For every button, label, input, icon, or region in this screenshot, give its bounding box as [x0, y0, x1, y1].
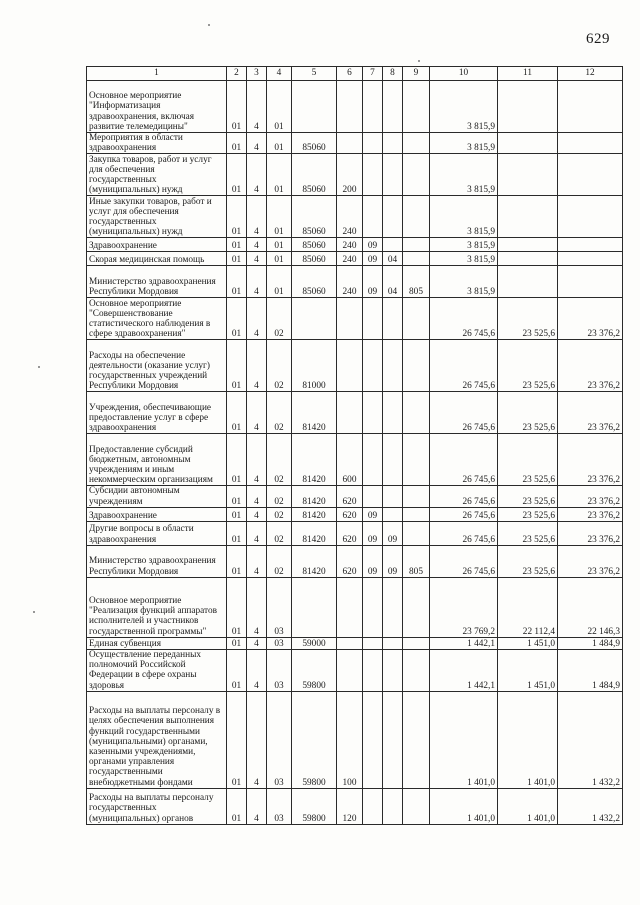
code-cell-3: 4: [247, 649, 267, 691]
row-name-cell: Закупка товаров, работ и услуг для обеспечения государственных (муниципальных) нужд: [87, 154, 227, 196]
row-name-cell: Мероприятия в области здравоохранения: [87, 133, 227, 154]
table-row: [87, 81, 623, 133]
page-number: 629: [586, 31, 610, 47]
code-cell-7: [363, 154, 383, 196]
code-cell-4: 02: [267, 486, 292, 507]
code-cell-2: 01: [227, 154, 247, 196]
column-header-11: 11: [498, 67, 558, 81]
row-name-cell: Здравоохранение: [87, 238, 227, 252]
amount-cell-11: 23 525,6: [498, 298, 558, 340]
code-cell-2: 01: [227, 298, 247, 340]
amount-cell-12: 22 146,3: [558, 577, 623, 637]
code-cell-3: 4: [247, 154, 267, 196]
code-cell-9: [403, 521, 430, 545]
table-row: [87, 252, 623, 266]
amount-cell-10: 26 745,6: [430, 434, 498, 486]
amount-cell-11: [498, 154, 558, 196]
code-cell-6: 620: [337, 545, 363, 577]
code-cell-3: 4: [247, 392, 267, 434]
code-cell-9: [403, 434, 430, 486]
amount-cell-12: [558, 81, 623, 133]
code-cell-7: [363, 486, 383, 507]
code-cell-8: 04: [383, 252, 403, 266]
code-cell-4: 02: [267, 521, 292, 545]
amount-cell-11: 23 525,6: [498, 545, 558, 577]
code-cell-6: 600: [337, 434, 363, 486]
code-cell-5: 59800: [292, 788, 337, 824]
amount-cell-12: 1 484,9: [558, 649, 623, 691]
amount-cell-12: [558, 196, 623, 238]
code-cell-8: [383, 196, 403, 238]
amount-cell-11: 22 112,4: [498, 577, 558, 637]
row-name-cell: Субсидии автономным учреждениям: [87, 486, 227, 507]
code-cell-7: [363, 788, 383, 824]
row-name-cell: Расходы на обеспечение деятельности (оказание услуг) государственных учреждений Республики Мордовия: [87, 340, 227, 392]
code-cell-7: [363, 298, 383, 340]
code-cell-4: 01: [267, 81, 292, 133]
code-cell-8: [383, 298, 403, 340]
code-cell-4: 03: [267, 649, 292, 691]
code-cell-7: [363, 392, 383, 434]
code-cell-7: [363, 691, 383, 788]
amount-cell-11: 23 525,6: [498, 434, 558, 486]
code-cell-7: [363, 340, 383, 392]
scan-speck: [33, 611, 35, 613]
amount-cell-10: 1 401,0: [430, 788, 498, 824]
code-cell-4: 01: [267, 154, 292, 196]
code-cell-7: [363, 577, 383, 637]
amount-cell-11: 23 525,6: [498, 392, 558, 434]
column-header-8: 8: [383, 67, 403, 81]
code-cell-6: 620: [337, 521, 363, 545]
amount-cell-10: 23 769,2: [430, 577, 498, 637]
code-cell-9: [403, 252, 430, 266]
amount-cell-12: 1 432,2: [558, 788, 623, 824]
code-cell-2: 01: [227, 266, 247, 298]
code-cell-4: 01: [267, 238, 292, 252]
code-cell-6: 240: [337, 196, 363, 238]
amount-cell-10: 3 815,9: [430, 266, 498, 298]
table-header-row: [87, 67, 623, 81]
amount-cell-10: 1 442,1: [430, 649, 498, 691]
code-cell-2: 01: [227, 81, 247, 133]
code-cell-5: 81420: [292, 486, 337, 507]
amount-cell-11: 1 401,0: [498, 691, 558, 788]
code-cell-3: 4: [247, 507, 267, 521]
column-header-10: 10: [430, 67, 498, 81]
code-cell-9: [403, 577, 430, 637]
code-cell-2: 01: [227, 486, 247, 507]
amount-cell-12: 23 376,2: [558, 507, 623, 521]
code-cell-5: 85060: [292, 238, 337, 252]
code-cell-5: 85060: [292, 196, 337, 238]
code-cell-4: 03: [267, 788, 292, 824]
row-name-cell: Министерство здравоохранения Республики Мордовия: [87, 266, 227, 298]
code-cell-2: 01: [227, 545, 247, 577]
amount-cell-12: 23 376,2: [558, 486, 623, 507]
amount-cell-11: 23 525,6: [498, 521, 558, 545]
table-row: [87, 577, 623, 637]
row-name-cell: Здравоохранение: [87, 507, 227, 521]
code-cell-7: 09: [363, 266, 383, 298]
code-cell-2: 01: [227, 637, 247, 649]
table-row: [87, 266, 623, 298]
amount-cell-10: 1 401,0: [430, 691, 498, 788]
code-cell-4: 02: [267, 545, 292, 577]
code-cell-5: 81420: [292, 545, 337, 577]
code-cell-8: [383, 577, 403, 637]
code-cell-4: 02: [267, 392, 292, 434]
code-cell-5: 59800: [292, 649, 337, 691]
code-cell-5: 81000: [292, 340, 337, 392]
table-row: [87, 392, 623, 434]
code-cell-8: [383, 637, 403, 649]
code-cell-9: 805: [403, 266, 430, 298]
code-cell-6: 120: [337, 788, 363, 824]
amount-cell-12: [558, 238, 623, 252]
column-header-3: 3: [247, 67, 267, 81]
code-cell-4: 02: [267, 507, 292, 521]
code-cell-8: [383, 788, 403, 824]
amount-cell-11: [498, 196, 558, 238]
code-cell-7: 09: [363, 521, 383, 545]
amount-cell-10: 3 815,9: [430, 238, 498, 252]
amount-cell-12: 23 376,2: [558, 521, 623, 545]
scan-speck: [208, 24, 210, 26]
amount-cell-11: 23 525,6: [498, 340, 558, 392]
code-cell-6: 200: [337, 154, 363, 196]
code-cell-2: 01: [227, 507, 247, 521]
code-cell-5: 85060: [292, 266, 337, 298]
code-cell-3: 4: [247, 81, 267, 133]
amount-cell-12: [558, 154, 623, 196]
code-cell-9: [403, 788, 430, 824]
amount-cell-12: 23 376,2: [558, 298, 623, 340]
code-cell-3: 4: [247, 196, 267, 238]
code-cell-3: 4: [247, 238, 267, 252]
amount-cell-12: 23 376,2: [558, 340, 623, 392]
code-cell-2: 01: [227, 691, 247, 788]
code-cell-3: 4: [247, 577, 267, 637]
code-cell-6: [337, 81, 363, 133]
code-cell-6: [337, 298, 363, 340]
code-cell-3: 4: [247, 788, 267, 824]
code-cell-4: 03: [267, 637, 292, 649]
code-cell-8: [383, 434, 403, 486]
table-row: [87, 340, 623, 392]
amount-cell-12: 1 432,2: [558, 691, 623, 788]
row-name-cell: Иные закупки товаров, работ и услуг для обеспечения государственных (муниципальных) нужд: [87, 196, 227, 238]
code-cell-2: 01: [227, 434, 247, 486]
table-row: [87, 154, 623, 196]
row-name-cell: Учреждения, обеспечивающие предоставление услуг в сфере здравоохранения: [87, 392, 227, 434]
code-cell-4: 01: [267, 133, 292, 154]
code-cell-5: 81420: [292, 521, 337, 545]
code-cell-9: [403, 133, 430, 154]
row-name-cell: Скорая медицинская помощь: [87, 252, 227, 266]
row-name-cell: Основное мероприятие "Реализация функций аппаратов исполнителей и участников государственной программы": [87, 577, 227, 637]
code-cell-6: 620: [337, 486, 363, 507]
amount-cell-10: 26 745,6: [430, 392, 498, 434]
code-cell-7: [363, 649, 383, 691]
amount-cell-10: 3 815,9: [430, 252, 498, 266]
code-cell-5: 81420: [292, 434, 337, 486]
amount-cell-12: [558, 266, 623, 298]
amount-cell-12: [558, 133, 623, 154]
code-cell-9: [403, 81, 430, 133]
code-cell-7: [363, 434, 383, 486]
code-cell-5: [292, 298, 337, 340]
row-name-cell: Основное мероприятие "Совершенствование статистического наблюдения в сфере здравоохранения": [87, 298, 227, 340]
amount-cell-10: 26 745,6: [430, 507, 498, 521]
code-cell-2: 01: [227, 238, 247, 252]
row-name-cell: Расходы на выплаты персоналу государственных (муниципальных) органов: [87, 788, 227, 824]
code-cell-7: [363, 133, 383, 154]
table-row: [87, 298, 623, 340]
code-cell-6: 240: [337, 266, 363, 298]
code-cell-3: 4: [247, 691, 267, 788]
code-cell-5: 85060: [292, 154, 337, 196]
code-cell-4: 01: [267, 252, 292, 266]
code-cell-6: 240: [337, 252, 363, 266]
column-header-5: 5: [292, 67, 337, 81]
scan-speck: [418, 60, 420, 62]
code-cell-4: 02: [267, 340, 292, 392]
column-header-9: 9: [403, 67, 430, 81]
code-cell-3: 4: [247, 545, 267, 577]
row-name-cell: Единая субвенция: [87, 637, 227, 649]
code-cell-9: [403, 298, 430, 340]
code-cell-9: [403, 340, 430, 392]
amount-cell-11: 23 525,6: [498, 507, 558, 521]
amount-cell-10: 26 745,6: [430, 545, 498, 577]
code-cell-6: 620: [337, 507, 363, 521]
code-cell-8: [383, 238, 403, 252]
code-cell-2: 01: [227, 577, 247, 637]
amount-cell-12: [558, 252, 623, 266]
code-cell-8: [383, 154, 403, 196]
row-name-cell: Другие вопросы в области здравоохранения: [87, 521, 227, 545]
code-cell-7: [363, 196, 383, 238]
code-cell-4: 03: [267, 577, 292, 637]
code-cell-2: 01: [227, 392, 247, 434]
code-cell-8: [383, 486, 403, 507]
amount-cell-10: 1 442,1: [430, 637, 498, 649]
amount-cell-12: 23 376,2: [558, 392, 623, 434]
amount-cell-10: 26 745,6: [430, 340, 498, 392]
code-cell-3: 4: [247, 298, 267, 340]
row-name-cell: Министерство здравоохранения Республики Мордовия: [87, 545, 227, 577]
code-cell-8: 09: [383, 521, 403, 545]
table-row: [87, 521, 623, 545]
amount-cell-10: 26 745,6: [430, 486, 498, 507]
table-row: [87, 486, 623, 507]
table-row: [87, 434, 623, 486]
budget-table: [86, 66, 623, 825]
code-cell-5: [292, 577, 337, 637]
code-cell-5: 85060: [292, 133, 337, 154]
code-cell-5: [292, 81, 337, 133]
code-cell-9: [403, 196, 430, 238]
code-cell-6: 240: [337, 238, 363, 252]
code-cell-9: [403, 154, 430, 196]
column-header-7: 7: [363, 67, 383, 81]
code-cell-2: 01: [227, 252, 247, 266]
code-cell-4: 01: [267, 196, 292, 238]
column-header-12: 12: [558, 67, 623, 81]
code-cell-5: 85060: [292, 252, 337, 266]
code-cell-7: [363, 637, 383, 649]
code-cell-8: 09: [383, 545, 403, 577]
code-cell-5: 81420: [292, 507, 337, 521]
row-name-cell: Осуществление переданных полномочий Российской Федерации в сфере охраны здоровья: [87, 649, 227, 691]
table-row: [87, 238, 623, 252]
code-cell-8: [383, 507, 403, 521]
code-cell-8: [383, 392, 403, 434]
code-cell-9: 805: [403, 545, 430, 577]
table-row: [87, 545, 623, 577]
code-cell-3: 4: [247, 252, 267, 266]
amount-cell-10: 3 815,9: [430, 81, 498, 133]
table-row: [87, 637, 623, 649]
amount-cell-10: 26 745,6: [430, 521, 498, 545]
table-row: [87, 649, 623, 691]
amount-cell-10: 3 815,9: [430, 196, 498, 238]
code-cell-5: 59800: [292, 691, 337, 788]
amount-cell-12: 1 484,9: [558, 637, 623, 649]
code-cell-3: 4: [247, 521, 267, 545]
code-cell-3: 4: [247, 434, 267, 486]
amount-cell-11: [498, 133, 558, 154]
amount-cell-11: 1 401,0: [498, 788, 558, 824]
code-cell-9: [403, 238, 430, 252]
code-cell-8: [383, 133, 403, 154]
amount-cell-11: 1 451,0: [498, 649, 558, 691]
amount-cell-11: [498, 238, 558, 252]
code-cell-8: [383, 649, 403, 691]
table-row: [87, 133, 623, 154]
code-cell-6: [337, 649, 363, 691]
code-cell-7: 09: [363, 507, 383, 521]
table-body: [87, 81, 623, 825]
amount-cell-10: 3 815,9: [430, 154, 498, 196]
column-header-2: 2: [227, 67, 247, 81]
row-name-cell: Расходы на выплаты персоналу в целях обеспечения выполнения функций государственными (муниципальными) органами, казенными учреждениями, органами управления государственными внебюджетными фондами: [87, 691, 227, 788]
code-cell-2: 01: [227, 196, 247, 238]
amount-cell-11: 1 451,0: [498, 637, 558, 649]
code-cell-6: [337, 392, 363, 434]
code-cell-7: 09: [363, 238, 383, 252]
code-cell-5: 81420: [292, 392, 337, 434]
code-cell-2: 01: [227, 133, 247, 154]
code-cell-4: 03: [267, 691, 292, 788]
code-cell-7: 09: [363, 545, 383, 577]
code-cell-6: [337, 340, 363, 392]
code-cell-6: 100: [337, 691, 363, 788]
code-cell-7: 09: [363, 252, 383, 266]
code-cell-3: 4: [247, 133, 267, 154]
code-cell-4: 02: [267, 298, 292, 340]
column-header-1: 1: [87, 67, 227, 81]
row-name-cell: Основное мероприятие "Информатизация здравоохранения, включая развитие телемедицины": [87, 81, 227, 133]
table-row: [87, 196, 623, 238]
code-cell-9: [403, 649, 430, 691]
code-cell-4: 01: [267, 266, 292, 298]
code-cell-9: [403, 691, 430, 788]
column-header-6: 6: [337, 67, 363, 81]
amount-cell-11: [498, 266, 558, 298]
code-cell-6: [337, 577, 363, 637]
code-cell-8: [383, 81, 403, 133]
column-header-4: 4: [267, 67, 292, 81]
code-cell-7: [363, 81, 383, 133]
code-cell-8: 04: [383, 266, 403, 298]
code-cell-3: 4: [247, 637, 267, 649]
code-cell-3: 4: [247, 486, 267, 507]
code-cell-3: 4: [247, 340, 267, 392]
table-row: [87, 691, 623, 788]
code-cell-3: 4: [247, 266, 267, 298]
code-cell-9: [403, 392, 430, 434]
scan-speck: [38, 366, 40, 368]
code-cell-6: [337, 133, 363, 154]
code-cell-4: 02: [267, 434, 292, 486]
amount-cell-11: [498, 252, 558, 266]
code-cell-8: [383, 691, 403, 788]
amount-cell-11: [498, 81, 558, 133]
amount-cell-12: 23 376,2: [558, 545, 623, 577]
code-cell-9: [403, 637, 430, 649]
amount-cell-10: 3 815,9: [430, 133, 498, 154]
amount-cell-11: 23 525,6: [498, 486, 558, 507]
code-cell-6: [337, 637, 363, 649]
code-cell-2: 01: [227, 521, 247, 545]
amount-cell-12: 23 376,2: [558, 434, 623, 486]
table-row: [87, 788, 623, 824]
code-cell-2: 01: [227, 340, 247, 392]
code-cell-2: 01: [227, 788, 247, 824]
amount-cell-10: 26 745,6: [430, 298, 498, 340]
code-cell-5: 59000: [292, 637, 337, 649]
code-cell-9: [403, 486, 430, 507]
code-cell-9: [403, 507, 430, 521]
table-row: [87, 507, 623, 521]
code-cell-2: 01: [227, 649, 247, 691]
row-name-cell: Предоставление субсидий бюджетным, автономным учреждениям и иным некоммерческим организациям: [87, 434, 227, 486]
code-cell-8: [383, 340, 403, 392]
